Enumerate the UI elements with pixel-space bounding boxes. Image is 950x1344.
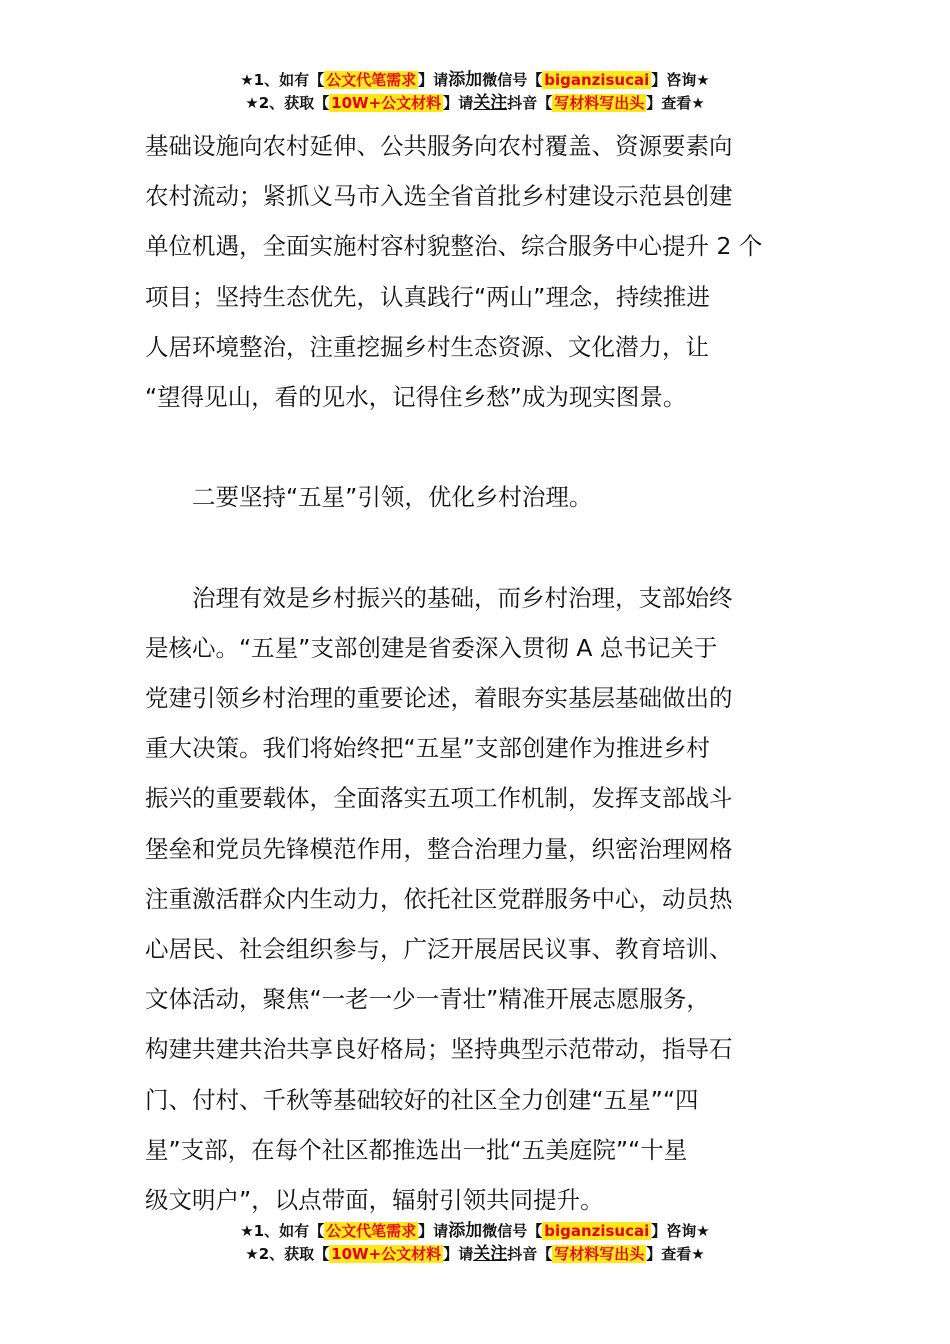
promo-text: 】 <box>651 1222 667 1240</box>
promo-text: 请 <box>433 71 449 89</box>
text-line: 是核心。“五星”支部创建是省委深入贯彻 A 总书记关于 <box>145 633 718 662</box>
promo-text: 抖音 <box>507 1245 538 1263</box>
text-line: 基础设施向农村延伸、公共服务向农村覆盖、资源要素向 <box>145 132 733 160</box>
text-line: 星”支部，在每个社区都推选出一批“五美庭院”“十星 <box>145 1135 688 1164</box>
promo-text: 【 <box>537 1245 553 1263</box>
promo-text: 请 <box>433 1222 449 1240</box>
promo-text: 【 <box>309 1222 325 1240</box>
promo-text: 抖音 <box>507 94 538 112</box>
promo-text: ★2、获取 <box>245 94 315 112</box>
highlight-materials: 10W+公文材料 <box>331 1245 442 1263</box>
text-line: 农村流动；紧抓义马市入选全省首批乡村建设示范县创建 <box>145 182 733 211</box>
promo-text: 请 <box>458 1245 474 1263</box>
blank-line <box>145 523 807 573</box>
text-line: 党建引领乡村治理的重要论述，着眼夯实基层基础做出的 <box>145 684 733 713</box>
promo-text: 微信号 <box>482 71 528 89</box>
promo-line-1 <box>0 1220 950 1243</box>
promo-text: 【 <box>314 1245 330 1263</box>
promo-text: ★2、获取 <box>245 1245 315 1263</box>
text-line: 人居环境整治，注重挖掘乡村生态资源、文化潜力，让 <box>145 332 709 361</box>
text-line: 门、付村、千秋等基础较好的社区全力创建“五星”“四 <box>145 1085 699 1114</box>
promo-line-2 <box>0 92 950 115</box>
promo-text: 【 <box>527 1222 543 1240</box>
text-line: 单位机遇，全面实施村容村貌整治、综合服务中心提升 2 个 <box>145 232 763 261</box>
promo-text: 咨询★ <box>666 71 710 89</box>
promo-text: 】 <box>443 1245 459 1263</box>
promo-text: 】 <box>418 1222 434 1240</box>
promo-emphasis: 关注 <box>473 1244 508 1264</box>
highlight-service: 公文代笔需求 <box>326 1222 417 1240</box>
text-line: 振兴的重要载体，全面落实五项工作机制，发挥支部战斗 <box>145 784 733 813</box>
text-line: 治理有效是乡村振兴的基础，而乡村治理，支部始终 <box>145 583 733 612</box>
promo-text: 】 <box>651 71 667 89</box>
promo-emphasis: 添加 <box>448 70 483 90</box>
text-line: 项目；坚持生态优先，认真践行“两山”理念，持续推进 <box>145 282 710 311</box>
promo-banner-top <box>0 69 950 115</box>
promo-text: 【 <box>527 71 543 89</box>
highlight-douyin: 写材料写出头 <box>554 94 645 112</box>
promo-text: 【 <box>309 71 325 89</box>
promo-text: 微信号 <box>482 1222 528 1240</box>
promo-text: 】 <box>646 94 662 112</box>
promo-text: ★1、如有 <box>240 1222 310 1240</box>
blank-line <box>145 422 807 472</box>
promo-text: 【 <box>314 94 330 112</box>
promo-text: 【 <box>537 94 553 112</box>
text-line: 文体活动，聚焦“一老一少一青壮”精准开展志愿服务， <box>145 985 710 1014</box>
promo-emphasis: 添加 <box>448 1221 483 1241</box>
text-line: 心居民、社会组织参与，广泛开展居民议事、教育培训、 <box>145 935 733 963</box>
promo-text: 咨询★ <box>666 1222 710 1240</box>
highlight-service: 公文代笔需求 <box>326 71 417 89</box>
promo-line-2 <box>0 1243 950 1266</box>
promo-text: 查看★ <box>661 94 705 112</box>
section-heading: 二要坚持“五星”引领，优化乡村治理。 <box>145 483 593 512</box>
highlight-douyin: 写材料写出头 <box>554 1245 645 1263</box>
highlight-materials: 10W+公文材料 <box>331 94 442 112</box>
text-line: 重大决策。我们将始终把“五星”支部创建作为推进乡村 <box>145 734 710 763</box>
promo-text: 】 <box>646 1245 662 1263</box>
document-body <box>145 121 807 1225</box>
text-line: 堡垒和党员先锋模范作用，整合治理力量，织密治理网格 <box>145 834 733 863</box>
promo-text: 】 <box>443 94 459 112</box>
promo-banner-bottom <box>0 1220 950 1266</box>
promo-text: 查看★ <box>661 1245 705 1263</box>
promo-text: ★1、如有 <box>240 71 310 89</box>
highlight-wechat-id: biganzisucai <box>544 1222 650 1240</box>
promo-emphasis: 关注 <box>473 93 508 113</box>
highlight-wechat-id: biganzisucai <box>544 71 650 89</box>
promo-text: 】 <box>418 71 434 89</box>
text-line: 注重激活群众内生动力，依托社区党群服务中心，动员热 <box>145 884 733 913</box>
text-line: 构建共建共治共享良好格局；坚持典型示范带动，指导石 <box>145 1035 733 1064</box>
text-line: “望得见山，看的见水，记得住乡愁”成为现实图景。 <box>145 382 687 411</box>
promo-text: 请 <box>458 94 474 112</box>
text-line: 级文明户”，以点带面，辐射引领共同提升。 <box>145 1185 604 1214</box>
promo-line-1 <box>0 69 950 92</box>
